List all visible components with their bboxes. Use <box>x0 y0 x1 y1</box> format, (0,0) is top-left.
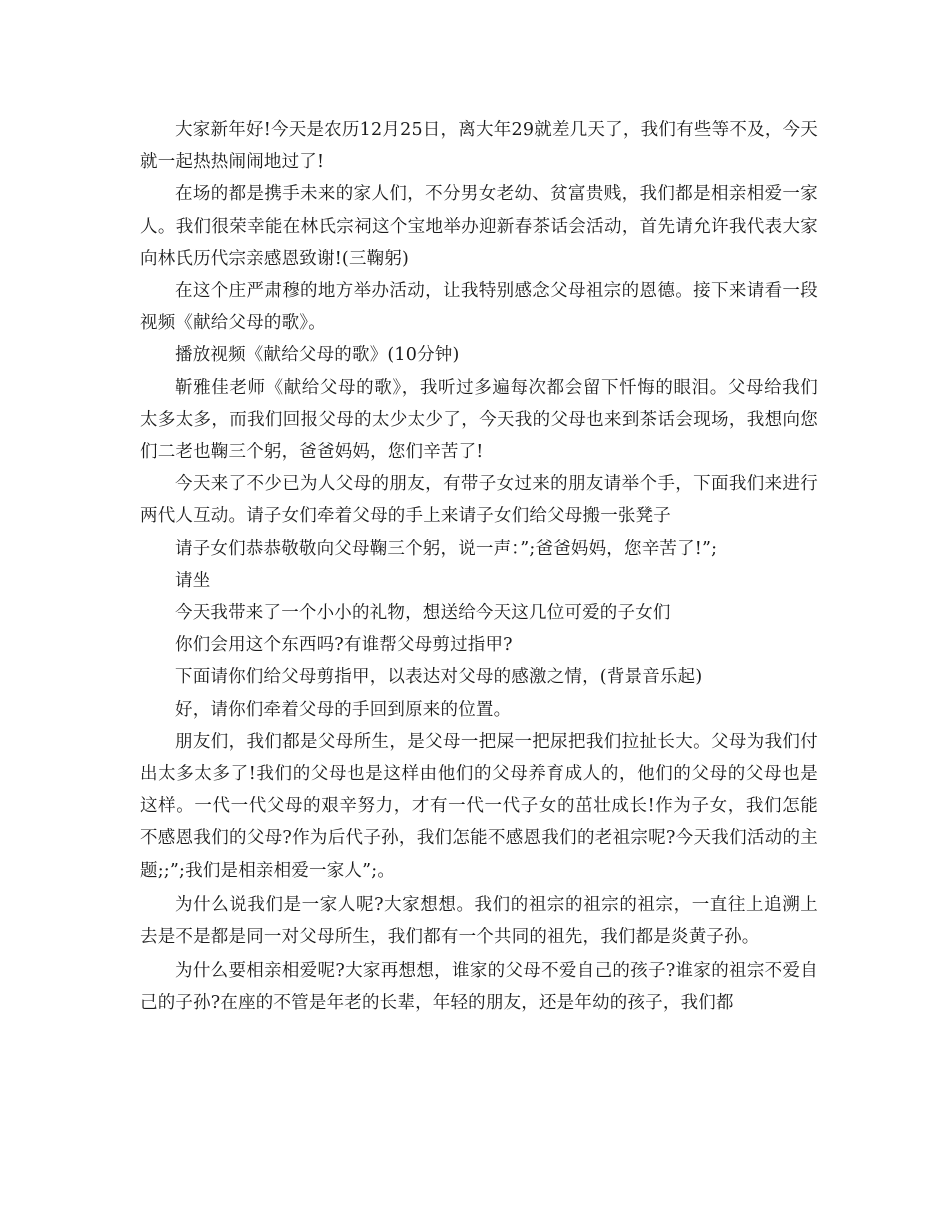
paragraph-gratitude: 朋友们，我们都是父母所生，是父母一把屎一把尿把我们拉扯长大。父母为我们付出太多太多了!我们的父母也是这样由他们的父母养育成人的，他们的父母的父母也是这样。一代一代父母的艰辛努力，才有一代一代子女的茁壮成长!作为子女，我们怎能不感恩我们的父母?作为后代子孙，我们怎能不感恩我们的老祖宗呢?今天我们活动的主题;;”;我们是相亲相爱一家人”;。 <box>140 731 818 881</box>
paragraph-new-year-greeting: 大家新年好!今天是农历12月25日，离大年29就差几天了，我们有些等不及，今天就一起热热闹闹地过了! <box>140 120 818 173</box>
paragraph-love-each-other: 为什么要相亲相爱呢?大家再想想，谁家的父母不爱自己的孩子?谁家的祖宗不爱自己的子孙?在座的不管是年老的长辈，年轻的朋友，还是年幼的孩子，我们都 <box>140 961 818 1014</box>
paragraph-please-sit: 请坐 <box>175 570 211 591</box>
paragraph-bow-instruction: 请子女们恭恭敬敬向父母鞠三个躬，说一声：”;爸爸妈妈，您辛苦了!”; <box>175 538 718 559</box>
paragraph-one-family: 为什么说我们是一家人呢?大家想想。我们的祖宗的祖宗的祖宗，一直往上追溯上去是不是都是同一对父母所生，我们都有一个共同的祖先，我们都是炎黄子孙。 <box>140 894 818 948</box>
paragraph-gift: 今天我带来了一个小小的礼物，想送给今天这几位可爱的子女们 <box>175 603 671 624</box>
paragraph-question: 你们会用这个东西吗?有谁帮父母剪过指甲? <box>175 635 513 656</box>
document-body <box>140 114 818 1020</box>
paragraph-play-video: 播放视频《献给父母的歌》(10分钟) <box>175 345 460 366</box>
paragraph-song-reflection: 靳雅佳老师《献给父母的歌》，我听过多遍每次都会留下忏悔的眼泪。父母给我们太多太多，而我们回报父母的太少太少了，今天我的父母也来到茶话会现场，我想向您们二老也鞠三个躬，爸爸妈妈，您们辛苦了! <box>140 377 818 463</box>
paragraph-nail-clipping: 下面请你们给父母剪指甲，以表达对父母的感激之情，(背景音乐起) <box>175 667 703 688</box>
paragraph-family-ancestral-hall: 在场的都是携手未来的家人们，不分男女老幼、贫富贵贱，我们都是相亲相爱一家人。我们很荣幸能在林氏宗祠这个宝地举办迎新春茶话会活动，首先请允许我代表大家向林氏历代宗亲感恩致谢!(三鞠躬) <box>140 184 818 269</box>
paragraph-return-seats: 好，请你们牵着父母的手回到原来的位置。 <box>175 699 512 720</box>
paragraph-video-intro: 在这个庄严肃穆的地方举办活动，让我特别感念父母祖宗的恩德。接下来请看一段视频《献给父母的歌》。 <box>140 281 818 334</box>
paragraph-interaction-invite: 今天来了不少已为人父母的朋友，有带子女过来的朋友请举个手，下面我们来进行两代人互动。请子女们牵着父母的手上来请子女们给父母搬一张凳子 <box>140 474 818 527</box>
